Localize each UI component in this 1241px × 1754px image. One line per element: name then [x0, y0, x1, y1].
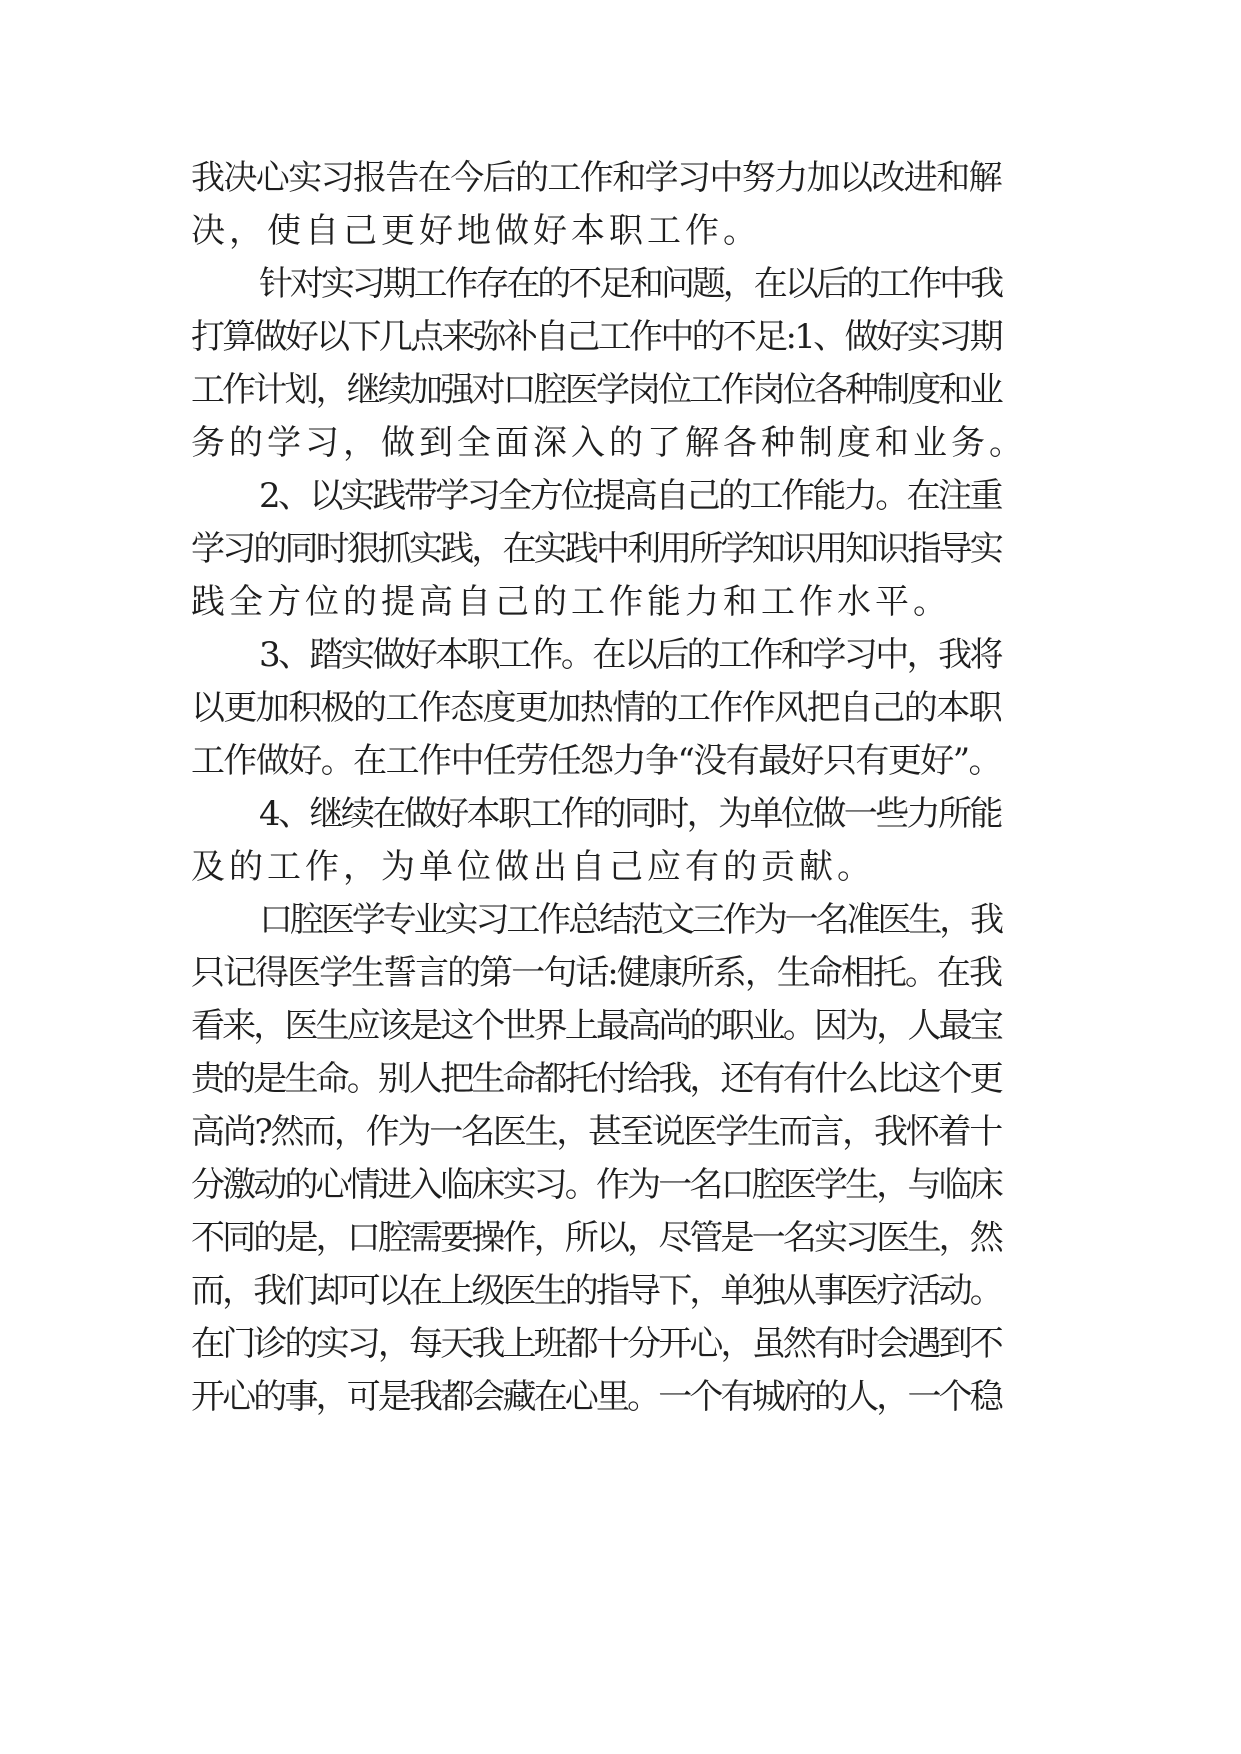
text-line: 贵的是生命。别人把生命都托付给我，还有有什么比这个更 — [191, 1059, 1001, 1099]
text-line: 而，我们却可以在上级医生的指导下，单独从事医疗活动。 — [191, 1271, 1001, 1311]
text-line: 决，使自己更好地做好本职工作。 — [191, 211, 761, 251]
text-line: 开心的事，可是我都会藏在心里。一个有城府的人，一个稳 — [191, 1377, 1001, 1417]
text-line: 打算做好以下几点来弥补自己工作中的不足:1、做好实习期 — [191, 317, 1001, 357]
paragraph-first-line: 4、继续在做好本职工作的同时，为单位做一些力所能 — [259, 794, 1001, 834]
text-line: 践全方位的提高自己的工作能力和工作水平。 — [191, 582, 951, 622]
text-line: 看来，医生应该是这个世界上最高尚的职业。因为，人最宝 — [191, 1006, 1001, 1046]
text-line: 只记得医学生誓言的第一句话:健康所系，生命相托。在我 — [191, 953, 1001, 993]
text-line: 在门诊的实习，每天我上班都十分开心，虽然有时会遇到不 — [191, 1324, 1001, 1364]
text-line: 工作做好。在工作中任劳任怨力争“没有最好只有更好”。 — [191, 741, 1001, 781]
text-line: 工作计划，继续加强对口腔医学岗位工作岗位各种制度和业 — [191, 370, 1001, 410]
paragraph-first-line: 2、以实践带学习全方位提高自己的工作能力。在注重 — [259, 476, 1001, 516]
paragraph-first-line: 针对实习期工作存在的不足和问题，在以后的工作中我 — [259, 264, 1002, 304]
text-line: 分激动的心情进入临床实习。作为一名口腔医学生，与临床 — [191, 1165, 1001, 1205]
paragraph-first-line: 口腔医学专业实习工作总结范文三作为一名准医生，我 — [259, 900, 1002, 940]
text-line: 我决心实习报告在今后的工作和学习中努力加以改进和解 — [191, 158, 1001, 198]
text-line: 以更加积极的工作态度更加热情的工作作风把自己的本职 — [191, 688, 1001, 728]
text-line: 学习的同时狠抓实践，在实践中利用所学知识用知识指导实 — [191, 529, 1001, 569]
text-line: 务的学习，做到全面深入的了解各种制度和业务。 — [191, 423, 1027, 463]
text-line: 不同的是，口腔需要操作，所以，尽管是一名实习医生，然 — [191, 1218, 1001, 1258]
text-line: 高尚?然而，作为一名医生，甚至说医学生而言，我怀着十 — [191, 1112, 1001, 1152]
text-line: 及的工作，为单位做出自己应有的贡献。 — [191, 847, 875, 887]
paragraph-first-line: 3、踏实做好本职工作。在以后的工作和学习中，我将 — [259, 635, 1001, 675]
